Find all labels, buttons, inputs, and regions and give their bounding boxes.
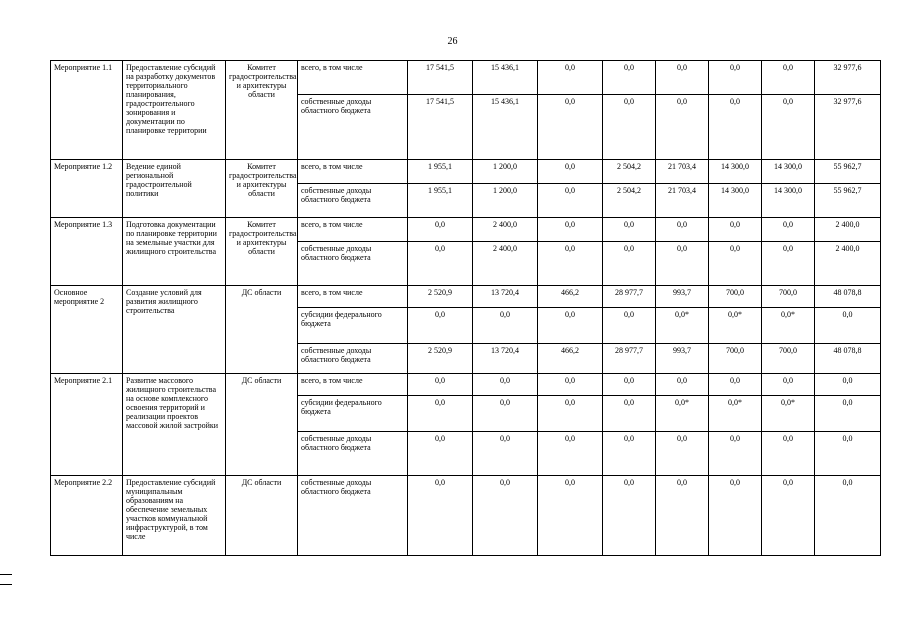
- value-cell: 0,0: [656, 242, 709, 286]
- table-row: [51, 286, 881, 308]
- event-name: Основное мероприятие 2: [51, 286, 123, 374]
- value-cell: 0,0: [603, 242, 656, 286]
- value-cell: 0,0*: [656, 308, 709, 344]
- value-cell: 2 400,0: [473, 242, 538, 286]
- margin-mark: [0, 574, 12, 575]
- value-cell: 0,0: [473, 476, 538, 556]
- value-cell: 1 200,0: [473, 184, 538, 218]
- value-cell: 2 520,9: [408, 286, 473, 308]
- value-cell: 13 720,4: [473, 344, 538, 374]
- value-cell: 2 400,0: [815, 242, 881, 286]
- table-row: [51, 218, 881, 242]
- value-cell: 0,0: [408, 432, 473, 476]
- value-cell: 48 078,8: [815, 344, 881, 374]
- value-cell: 55 962,7: [815, 160, 881, 184]
- page-number: 26: [447, 36, 458, 47]
- value-cell: 15 436,1: [473, 61, 538, 95]
- event-description: Подготовка документации по планировке территории на земельные участки для жилищного строительства: [123, 218, 226, 286]
- value-cell: 13 720,4: [473, 286, 538, 308]
- event-name: Мероприятие 1.2: [51, 160, 123, 218]
- event-name: Мероприятие 2.1: [51, 374, 123, 476]
- budget-table: [50, 60, 881, 556]
- value-cell: 0,0*: [656, 396, 709, 432]
- value-cell: 0,0: [473, 396, 538, 432]
- value-cell: 14 300,0: [709, 184, 762, 218]
- value-cell: 17 541,5: [408, 61, 473, 95]
- value-cell: 0,0: [408, 308, 473, 344]
- value-cell: 0,0: [538, 396, 603, 432]
- value-cell: 0,0: [815, 432, 881, 476]
- value-cell: 0,0: [603, 61, 656, 95]
- value-cell: 28 977,7: [603, 344, 656, 374]
- value-cell: 21 703,4: [656, 184, 709, 218]
- value-cell: 0,0: [709, 218, 762, 242]
- value-cell: 0,0: [408, 218, 473, 242]
- value-cell: 0,0: [538, 61, 603, 95]
- executor: Комитет градостроительства и архитектуры области: [226, 61, 298, 160]
- value-cell: 0,0: [473, 374, 538, 396]
- value-cell: 0,0*: [709, 396, 762, 432]
- value-cell: 0,0: [656, 432, 709, 476]
- table-row: [51, 61, 881, 95]
- value-cell: 993,7: [656, 286, 709, 308]
- value-cell: 993,7: [656, 344, 709, 374]
- value-cell: 700,0: [762, 286, 815, 308]
- value-cell: 48 078,8: [815, 286, 881, 308]
- value-cell: 1 955,1: [408, 160, 473, 184]
- value-cell: 0,0: [709, 61, 762, 95]
- funding-source: всего, в том числе: [298, 160, 408, 184]
- value-cell: 0,0: [538, 308, 603, 344]
- funding-source: всего, в том числе: [298, 218, 408, 242]
- value-cell: 15 436,1: [473, 95, 538, 160]
- value-cell: 700,0: [709, 344, 762, 374]
- value-cell: 0,0: [603, 95, 656, 160]
- value-cell: 0,0: [709, 476, 762, 556]
- value-cell: 14 300,0: [709, 160, 762, 184]
- value-cell: 0,0: [538, 476, 603, 556]
- value-cell: 2 504,2: [603, 184, 656, 218]
- funding-source: собственные доходы областного бюджета: [298, 476, 408, 556]
- value-cell: 0,0: [603, 218, 656, 242]
- funding-source: субсидии федерального бюджета: [298, 308, 408, 344]
- value-cell: 0,0: [762, 374, 815, 396]
- value-cell: 0,0*: [762, 308, 815, 344]
- executor: ДС области: [226, 286, 298, 374]
- value-cell: 0,0: [709, 432, 762, 476]
- value-cell: 0,0: [603, 432, 656, 476]
- value-cell: 14 300,0: [762, 160, 815, 184]
- value-cell: 0,0: [815, 476, 881, 556]
- value-cell: 1 200,0: [473, 160, 538, 184]
- value-cell: 0,0: [815, 396, 881, 432]
- funding-source: собственные доходы областного бюджета: [298, 95, 408, 160]
- value-cell: 32 977,6: [815, 95, 881, 160]
- value-cell: 700,0: [709, 286, 762, 308]
- value-cell: 0,0: [762, 242, 815, 286]
- value-cell: 0,0: [603, 374, 656, 396]
- value-cell: 0,0: [709, 374, 762, 396]
- funding-source: собственные доходы областного бюджета: [298, 242, 408, 286]
- value-cell: 0,0*: [709, 308, 762, 344]
- value-cell: 0,0: [408, 476, 473, 556]
- value-cell: 0,0: [815, 374, 881, 396]
- value-cell: 0,0: [762, 218, 815, 242]
- value-cell: 0,0: [538, 95, 603, 160]
- value-cell: 2 400,0: [815, 218, 881, 242]
- value-cell: 32 977,6: [815, 61, 881, 95]
- value-cell: 0,0: [762, 61, 815, 95]
- value-cell: 2 400,0: [473, 218, 538, 242]
- value-cell: 0,0: [473, 308, 538, 344]
- funding-source: субсидии федерального бюджета: [298, 396, 408, 432]
- value-cell: 0,0: [656, 218, 709, 242]
- table-row: [51, 476, 881, 556]
- event-description: Предоставление субсидий муниципальным образованиям на обеспечение земельных участков коммунальной инфраструктурой, в том числе: [123, 476, 226, 556]
- value-cell: 0,0: [603, 308, 656, 344]
- value-cell: 28 977,7: [603, 286, 656, 308]
- value-cell: 0,0: [538, 160, 603, 184]
- value-cell: 700,0: [762, 344, 815, 374]
- executor: Комитет градостроительства и архитектуры области: [226, 160, 298, 218]
- executor: ДС области: [226, 374, 298, 476]
- funding-source: собственные доходы областного бюджета: [298, 344, 408, 374]
- value-cell: 466,2: [538, 286, 603, 308]
- funding-source: всего, в том числе: [298, 286, 408, 308]
- value-cell: 0,0: [656, 476, 709, 556]
- event-description: Развитие массового жилищного строительства на основе комплексного освоения территорий и реализации проектов массовой жилой застройки: [123, 374, 226, 476]
- executor: Комитет градостроительства и архитектуры области: [226, 218, 298, 286]
- value-cell: 0,0: [538, 184, 603, 218]
- value-cell: 0,0: [762, 476, 815, 556]
- value-cell: 14 300,0: [762, 184, 815, 218]
- event-name: Мероприятие 1.3: [51, 218, 123, 286]
- value-cell: 17 541,5: [408, 95, 473, 160]
- funding-source: собственные доходы областного бюджета: [298, 432, 408, 476]
- value-cell: 0,0: [656, 95, 709, 160]
- value-cell: 0,0: [762, 432, 815, 476]
- value-cell: 0,0: [656, 61, 709, 95]
- value-cell: 0,0: [538, 374, 603, 396]
- value-cell: 2 520,9: [408, 344, 473, 374]
- value-cell: 0,0: [603, 396, 656, 432]
- table-body: [51, 61, 881, 556]
- funding-source: всего, в том числе: [298, 61, 408, 95]
- value-cell: 0,0: [473, 432, 538, 476]
- table-row: [51, 160, 881, 184]
- value-cell: 0,0: [538, 242, 603, 286]
- value-cell: 0,0: [408, 374, 473, 396]
- value-cell: 55 962,7: [815, 184, 881, 218]
- value-cell: 0,0: [538, 218, 603, 242]
- value-cell: 0,0: [603, 476, 656, 556]
- value-cell: 2 504,2: [603, 160, 656, 184]
- event-description: Ведение единой региональной градостроительной политики: [123, 160, 226, 218]
- margin-mark: [0, 584, 12, 585]
- event-description: Предоставление субсидий на разработку документов территориального планирования, градостроительного зонирования и документации по планировке территории: [123, 61, 226, 160]
- event-description: Создание условий для развития жилищного строительства: [123, 286, 226, 374]
- value-cell: 0,0: [538, 432, 603, 476]
- value-cell: 0,0: [762, 95, 815, 160]
- value-cell: 21 703,4: [656, 160, 709, 184]
- table-row: [51, 374, 881, 396]
- value-cell: 0,0*: [762, 396, 815, 432]
- value-cell: 0,0: [408, 396, 473, 432]
- event-name: Мероприятие 1.1: [51, 61, 123, 160]
- funding-source: всего, в том числе: [298, 374, 408, 396]
- value-cell: 0,0: [656, 374, 709, 396]
- executor: ДС области: [226, 476, 298, 556]
- value-cell: 1 955,1: [408, 184, 473, 218]
- value-cell: 0,0: [408, 242, 473, 286]
- value-cell: 0,0: [709, 242, 762, 286]
- value-cell: 0,0: [709, 95, 762, 160]
- event-name: Мероприятие 2.2: [51, 476, 123, 556]
- value-cell: 466,2: [538, 344, 603, 374]
- value-cell: 0,0: [815, 308, 881, 344]
- funding-source: собственные доходы областного бюджета: [298, 184, 408, 218]
